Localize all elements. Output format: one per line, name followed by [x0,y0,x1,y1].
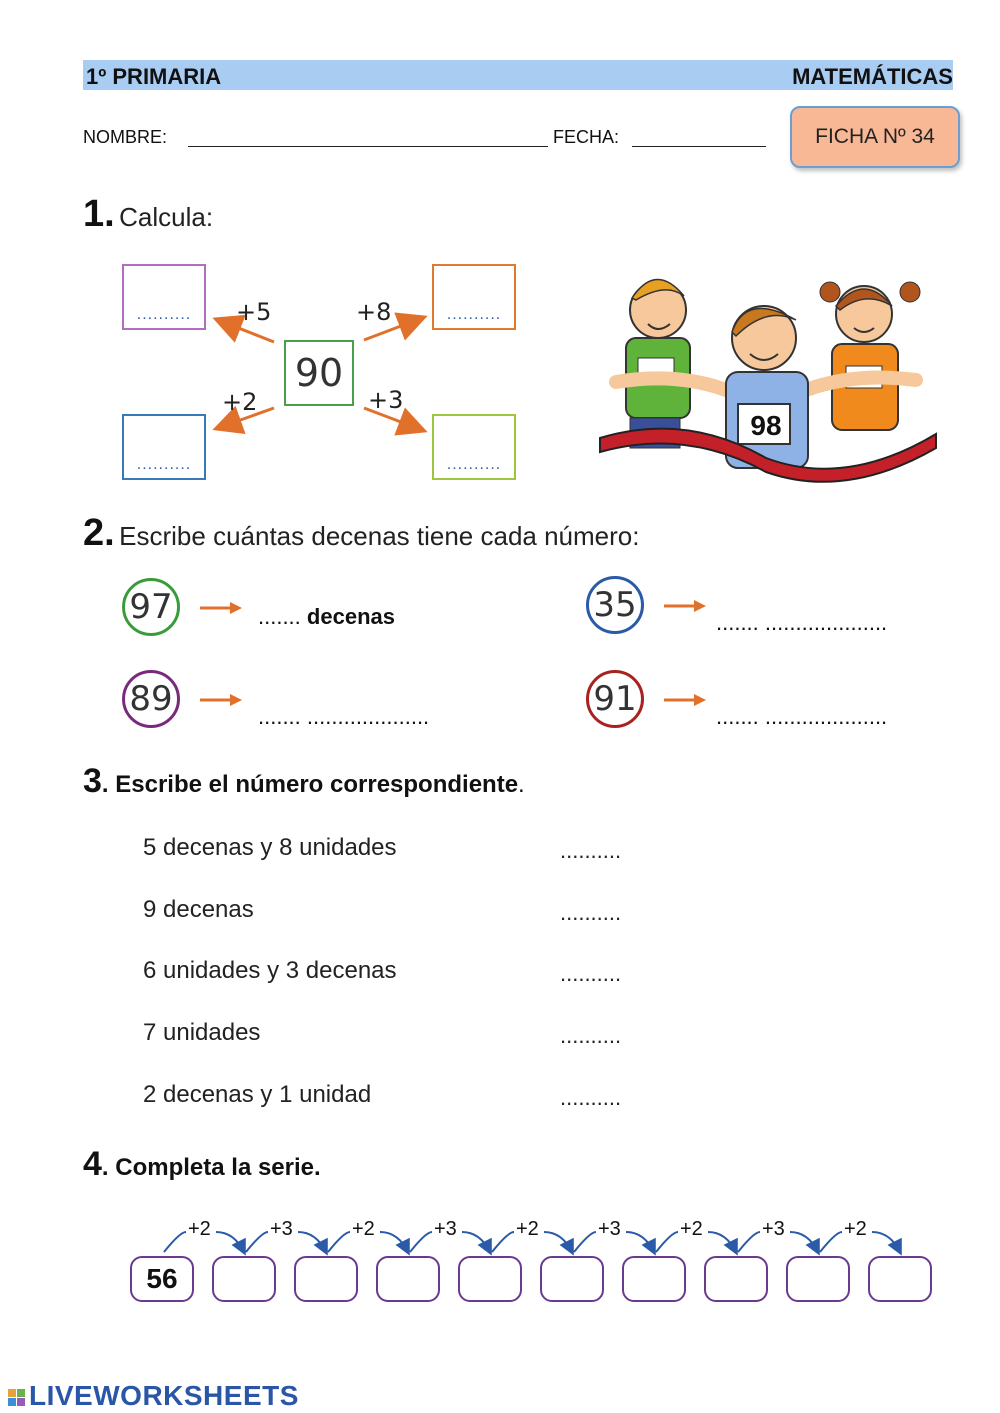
answer-35[interactable]: ....... .................... [716,610,888,635]
exercise1-number: 1. [83,193,115,235]
number-circle-97: 97 [122,578,180,636]
exercise4-number: 4 [83,1145,102,1183]
runner-bib-number: 98 [750,410,782,441]
series-answer-box[interactable] [212,1256,276,1302]
runners-illustration [596,262,942,484]
series-answer-box[interactable] [376,1256,440,1302]
grade-label: 1º PRIMARIA [86,64,222,89]
series-step: +2 [516,1218,539,1240]
exercise3-heading: 3. Escribe el número correspondiente. [83,762,525,800]
series-step: +2 [844,1218,867,1240]
series-answer-box[interactable] [704,1256,768,1302]
series-answer-box[interactable] [540,1256,604,1302]
series-start-box: 56 [130,1256,194,1302]
subject-label: MATEMÁTICAS [792,64,953,89]
row-label: 5 decenas y 8 unidades [143,834,397,861]
row-answer[interactable]: .......... [560,1023,622,1048]
exercise4-heading [83,1145,321,1184]
exercise3-title: . Escribe el número correspondiente [101,771,519,798]
series-answer-box[interactable] [458,1256,522,1302]
arrow-91 [662,692,708,708]
series-answer-box[interactable] [786,1256,850,1302]
series-step: +2 [188,1218,211,1240]
series-answer-box[interactable] [622,1256,686,1302]
row-answer[interactable]: .......... [560,1085,622,1110]
number-circle-91: 91 [586,670,644,728]
exercise1-heading [83,193,213,236]
op-plus2: +2 [222,388,258,416]
series-step: +3 [270,1218,293,1240]
row-answer[interactable]: .......... [560,838,622,863]
row-answer[interactable]: .......... [560,961,622,986]
answer-box-plus2[interactable]: .......... [122,414,206,480]
answer-box-plus8[interactable]: .......... [432,264,516,330]
answer-97[interactable]: ....... decenas [258,604,395,629]
series-step: +3 [434,1218,457,1240]
exercise2-title: Escribe cuántas decenas tiene cada número: [119,521,640,551]
arrow-35 [662,598,708,614]
answer-box-plus5[interactable]: .......... [122,264,206,330]
name-field[interactable] [188,146,548,147]
series-step: +2 [352,1218,375,1240]
exercise3-number: 3 [83,762,102,800]
date-label: FECHA: [553,127,620,147]
exercise1-title: Calcula: [119,202,214,232]
series-step: +2 [680,1218,703,1240]
runner-right [820,282,920,430]
number-circle-89: 89 [122,670,180,728]
name-label: NOMBRE: [83,127,168,147]
series-step: +3 [598,1218,621,1240]
sheet-badge: FICHA Nº 34 [790,106,960,168]
arrow-97 [198,600,244,616]
answer-box-plus3[interactable]: .......... [432,414,516,480]
exercise2-heading [83,512,639,555]
center-number: 90 [284,340,354,406]
footer-brand: LIVEWORKSHEETS [29,1380,299,1411]
exercise4-title: . Completa la serie. [101,1154,321,1181]
logo-icon [8,1389,25,1406]
op-plus5: +5 [236,298,272,326]
answer-91[interactable]: ....... .................... [716,704,888,729]
op-plus3: +3 [368,386,404,414]
series-answer-box[interactable] [294,1256,358,1302]
row-label: 2 decenas y 1 unidad [143,1081,372,1108]
answer-89[interactable]: ....... .................... [258,704,430,729]
date-field[interactable] [632,146,766,147]
row-label: 6 unidades y 3 decenas [143,957,397,984]
row-label: 7 unidades [143,1019,261,1046]
liveworksheets-logo [8,1380,299,1412]
series-answer-box[interactable] [868,1256,932,1302]
exercise2-number: 2. [83,512,115,554]
series-step: +3 [762,1218,785,1240]
op-plus8: +8 [356,298,392,326]
number-circle-35: 35 [586,576,644,634]
arrow-89 [198,692,244,708]
row-answer[interactable]: .......... [560,900,622,925]
row-label: 9 decenas [143,896,254,923]
runner-left [626,279,690,448]
